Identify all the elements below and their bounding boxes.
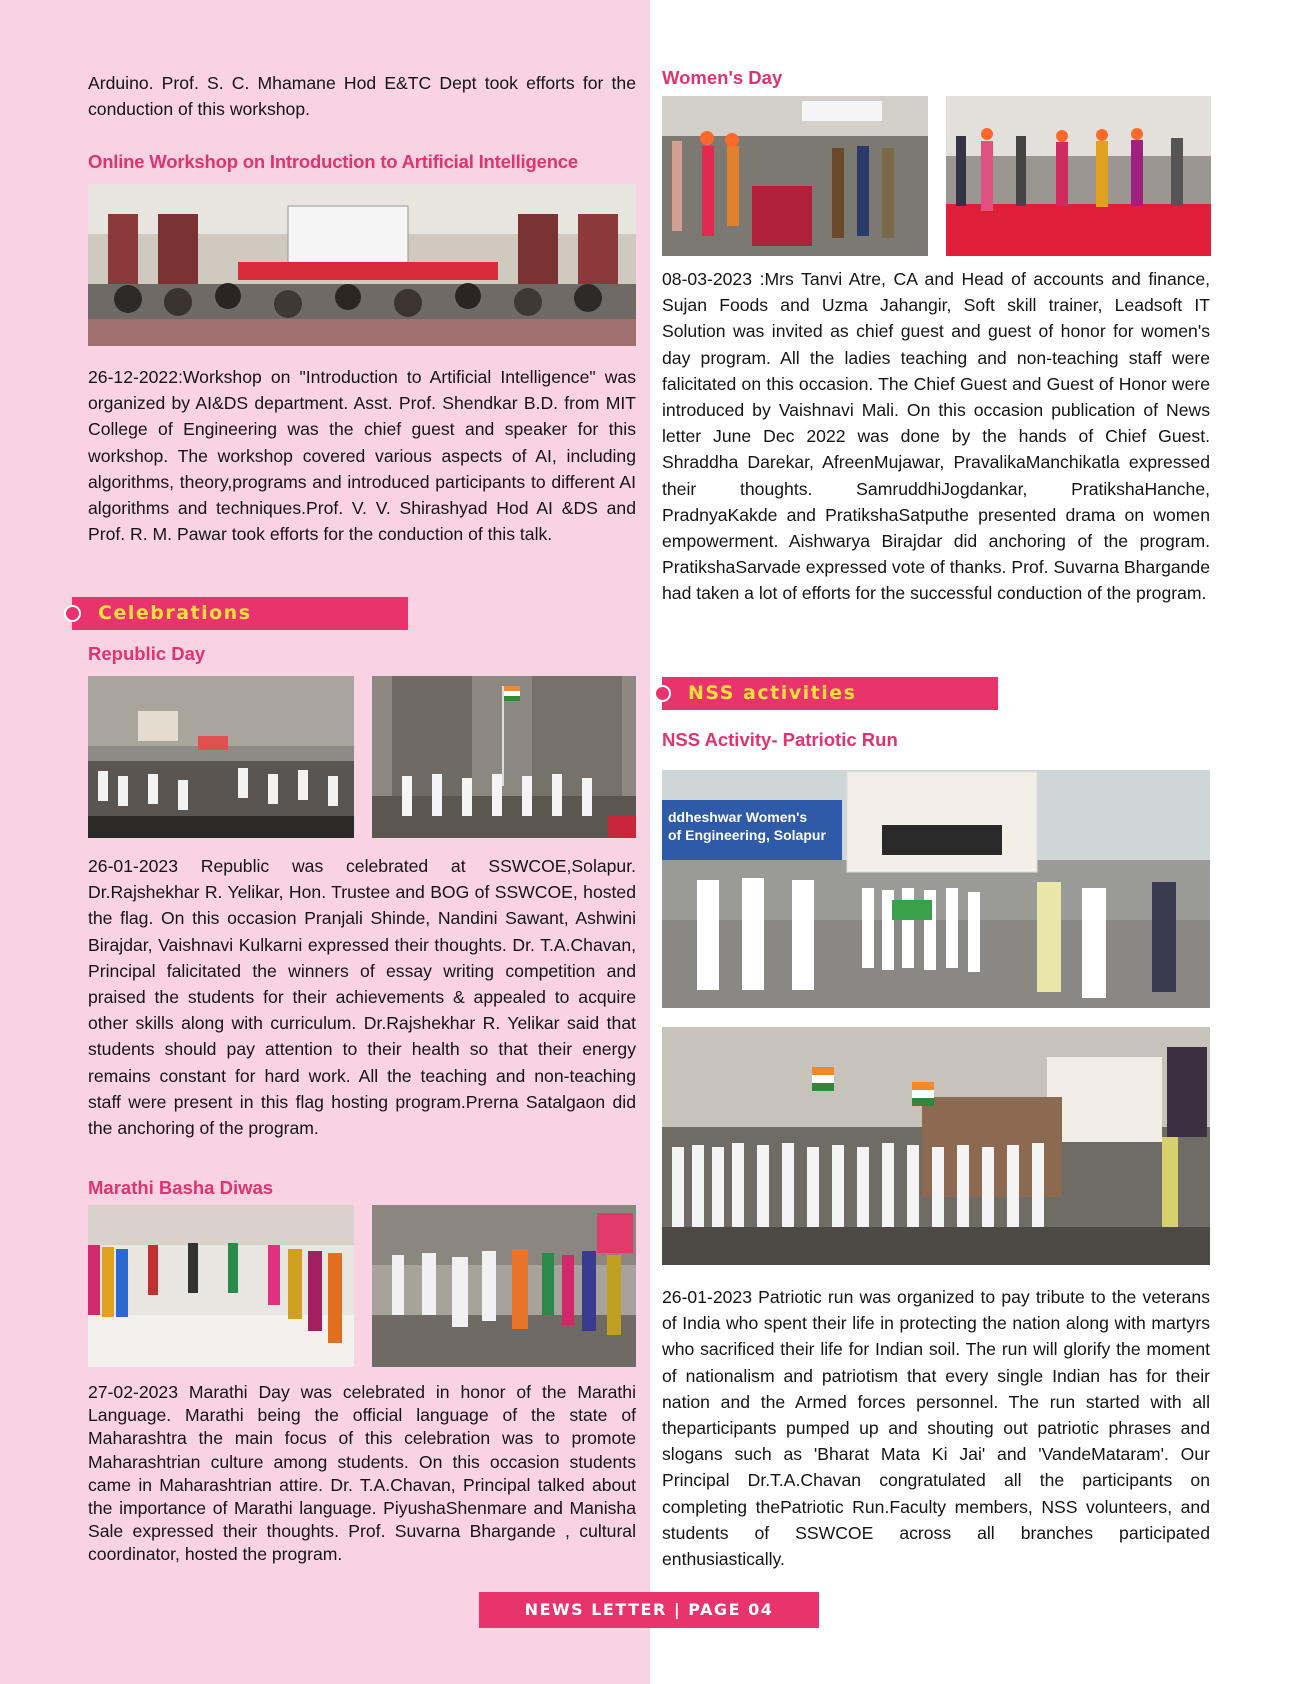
- marathi-day-body: [88, 1381, 636, 1567]
- marathi-day-heading: Marathi Basha Diwas: [88, 1177, 274, 1198]
- womens-day-photo-1: [662, 96, 928, 256]
- marathi-day-heading-wrap: [88, 1177, 636, 1199]
- intro-section: [88, 70, 636, 122]
- republic-day-heading: Republic Day: [88, 643, 206, 664]
- womens-day-body: [662, 266, 1210, 607]
- ai-workshop-photo: [88, 184, 636, 346]
- nss-activities-banner-label: NSS activities: [688, 682, 857, 704]
- ai-workshop-body: [88, 364, 636, 547]
- republic-day-photo-1: [88, 676, 354, 838]
- marathi-day-photo-2: [372, 1205, 636, 1367]
- patriotic-run-body: [662, 1284, 1210, 1572]
- republic-day-heading-wrap: [88, 643, 636, 665]
- patriotic-run-photo-2: [662, 1027, 1210, 1265]
- republic-day-body: [88, 853, 636, 1141]
- patriotic-run-heading: NSS Activity- Patriotic Run: [662, 729, 898, 750]
- marathi-day-text: 27-02-2023 Marathi Day was celebrated in honor of the Marathi Language. Marathi being the official language of the state of Maharashtra the main focus of this celebration was to promote Maharashtrian culture among students. On this occasion students came in Maharashtrian attire. Dr. T.A.Chavan, Principal talked about the importance of Marathi language. PiyushaShenmare and Manisha Sale expressed their thoughts. Prof. Suvarna Bhargande , cultural coordinator, hosted the program.: [88, 1382, 636, 1565]
- college-signboard-line-1: ddheshwar Women's: [668, 809, 808, 825]
- ai-workshop-heading: Online Workshop on Introduction to Artificial Intelligence: [88, 151, 578, 172]
- womens-day-photo-2: [946, 96, 1211, 256]
- republic-day-photo-2: [372, 676, 636, 838]
- womens-day-heading-wrap: [662, 67, 1210, 89]
- womens-day-heading: Women's Day: [662, 67, 783, 88]
- ai-workshop-heading-wrap: [88, 151, 648, 173]
- womens-day-text: 08-03-2023 :Mrs Tanvi Atre, CA and Head of accounts and finance, Sujan Foods and Uzma Jahangir, Soft skill trainer, Leadsoft IT Solution was invited as chief guest and guest of honor for women's day program. All the ladies teaching and non-teaching staff were falicitated on this occasion. The Chief Guest and Guest of Honor were introduced by Vaishnavi Mali. On this occasion publication of News letter June Dec 2022 was done by the hands of Chief Guest. Shraddha Darekar, AfreenMujawar, PravalikaManchikatla expressed their thoughts. SamruddhiJogdankar, PratikshaHanche, PradnyaKakde and PratikshaSatputhe presented drama on women empowerment. Aishwarya Birajdar did anchoring of the program. PratikshaSarvade expressed vote of thanks. Prof. Suvarna Bhargande had taken a lot of efforts for the successful conduction of the program.: [662, 269, 1210, 604]
- bullet-dot-icon: [64, 605, 81, 622]
- college-signboard-line-2: of Engineering, Solapur: [668, 827, 826, 843]
- intro-text: Arduino. Prof. S. C. Mhamane Hod E&TC Dept took efforts for the conduction of this workshop.: [88, 73, 636, 120]
- celebrations-banner: [72, 597, 408, 630]
- bullet-dot-icon: [654, 685, 671, 702]
- celebrations-banner-label: Celebrations: [98, 602, 252, 624]
- ai-workshop-text: 26-12-2022:Workshop on "Introduction to Artificial Intelligence" was organized by AI&DS department. Asst. Prof. Shendkar B.D. from MIT College of Engineering was the chief guest and speaker for this workshop. The workshop covered various aspects of AI, including algorithms, theory,programs and introduced participants to different AI algorithms and techniques.Prof. V. V. Shirashyad Hod AI &DS and Prof. R. M. Pawar took efforts for the conduction of this talk.: [88, 367, 636, 545]
- nss-activities-banner: [662, 677, 998, 710]
- marathi-day-photo-1: [88, 1205, 354, 1367]
- patriotic-run-text: 26-01-2023 Patriotic run was organized to pay tribute to the veterans of India who spent their life in protecting the nation along with martyrs who sacrificed their life for Indian soil. The run will glorify the moment of nationalism and patriotism that every single Indian has for their nation and the Armed forces personnel. The run started with all theparticipants pumped up and shouting out patriotic phrases and slogans such as 'Bharat Mata Ki Jai' and 'VandeMataram'. Our Principal Dr.T.A.Chavan congratulated all the participants on completing thePatriotic Run.Faculty members, NSS volunteers, and students of SSWCOE across all branches participated enthusiastically.: [662, 1287, 1210, 1570]
- newsletter-page-footer: NEWS LETTER | PAGE 04: [479, 1592, 819, 1628]
- patriotic-run-heading-wrap: [662, 729, 1210, 751]
- republic-day-text: 26-01-2023 Republic was celebrated at SSWCOE,Solapur. Dr.Rajshekhar R. Yelikar, Hon. Trustee and BOG of SSWCOE, hosted the flag. On this occasion Pranjali Shinde, Nandini Sawant, Ashwini Birajdar, Vaishnavi Kulkarni expressed their thoughts. Dr. T.A.Chavan, Principal falicitated the winners of essay writing competition and praised the students for their achievements & appealed to acquire other skills along with curriculum. Dr.Rajshekhar R. Yelikar said that students should pay attention to their health so that their energy remains constant for hard work. All the teaching and non-teaching staff were present in this flag hosting program.Prerna Satalgaon did the anchoring of the program.: [88, 856, 636, 1139]
- patriotic-run-photo-1: [662, 770, 1210, 1008]
